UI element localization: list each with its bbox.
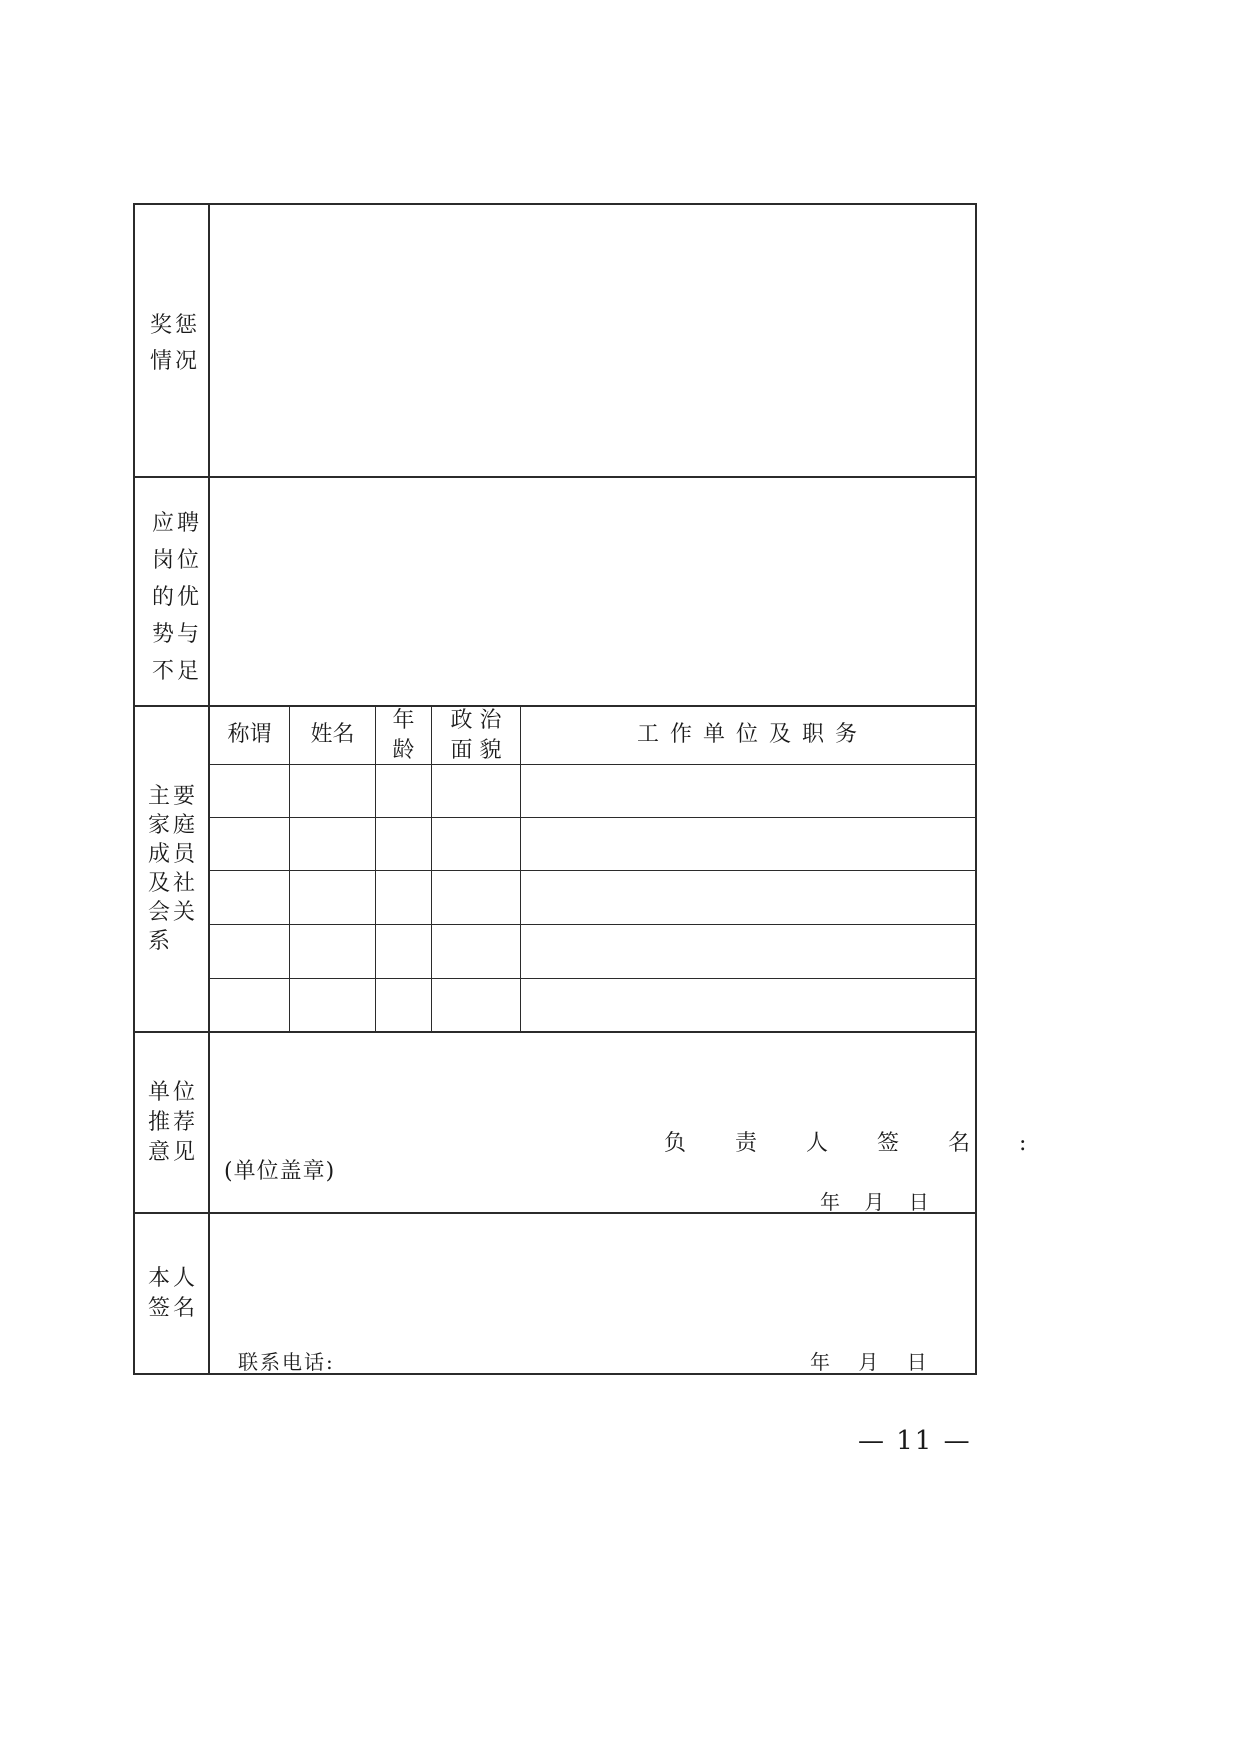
section-divider	[133, 1031, 977, 1033]
signer-label: 负 责 人 签 名 :	[664, 1131, 1037, 1156]
family-cell-political[interactable]	[432, 871, 520, 924]
family-cell-work[interactable]	[521, 925, 975, 978]
recommendation-date: 年 月 日	[820, 1190, 929, 1214]
header-title: 称谓	[227, 722, 272, 747]
family-cell-political[interactable]	[432, 818, 520, 870]
family-cell-title[interactable]	[210, 979, 289, 1031]
recommendation-label: 单位 推荐 意见	[148, 1080, 199, 1165]
family-cell-title[interactable]	[210, 925, 289, 978]
table-left-border	[133, 203, 135, 1375]
strengths-label: 应聘 岗位 的优 势与 不足	[152, 511, 203, 684]
family-cell-name[interactable]	[290, 765, 375, 817]
family-cell-political[interactable]	[432, 925, 520, 978]
family-cell-title[interactable]	[210, 871, 289, 924]
family-cell-political[interactable]	[432, 765, 520, 817]
family-cell-name[interactable]	[290, 818, 375, 870]
self-sign-label: 本人 签名	[148, 1266, 199, 1321]
table-top-border	[133, 203, 977, 205]
awards-field[interactable]	[211, 206, 974, 475]
phone-label: 联系电话:	[238, 1350, 335, 1374]
page-number: — 11 —	[858, 1426, 972, 1456]
family-cell-title[interactable]	[210, 765, 289, 817]
family-cell-name[interactable]	[290, 979, 375, 1031]
family-cell-age[interactable]	[376, 979, 431, 1031]
family-cell-age[interactable]	[376, 871, 431, 924]
header-political: 政 治 面 貌	[450, 708, 502, 763]
family-cell-age[interactable]	[376, 818, 431, 870]
family-label: 主要 家庭 成员 及社 会关 系	[148, 784, 199, 954]
family-cell-work[interactable]	[521, 765, 975, 817]
family-cell-name[interactable]	[290, 925, 375, 978]
awards-label: 奖惩 情况	[150, 313, 201, 374]
header-work: 工 作 单 位 及 职 务	[637, 722, 859, 747]
strengths-field[interactable]	[211, 479, 974, 704]
family-cell-name[interactable]	[290, 871, 375, 924]
family-cell-title[interactable]	[210, 818, 289, 870]
table-right-border	[975, 203, 977, 1375]
family-cell-age[interactable]	[376, 925, 431, 978]
family-cell-political[interactable]	[432, 979, 520, 1031]
header-age: 年 龄	[392, 708, 415, 763]
family-cell-work[interactable]	[521, 979, 975, 1031]
section-divider	[133, 705, 977, 707]
family-cell-work[interactable]	[521, 871, 975, 924]
family-cell-age[interactable]	[376, 765, 431, 817]
family-cell-work[interactable]	[521, 818, 975, 870]
section-divider	[133, 476, 977, 478]
self-sign-date: 年 月 日	[810, 1350, 927, 1374]
header-name: 姓名	[310, 722, 355, 747]
seal-label: (单位盖章)	[224, 1159, 336, 1184]
